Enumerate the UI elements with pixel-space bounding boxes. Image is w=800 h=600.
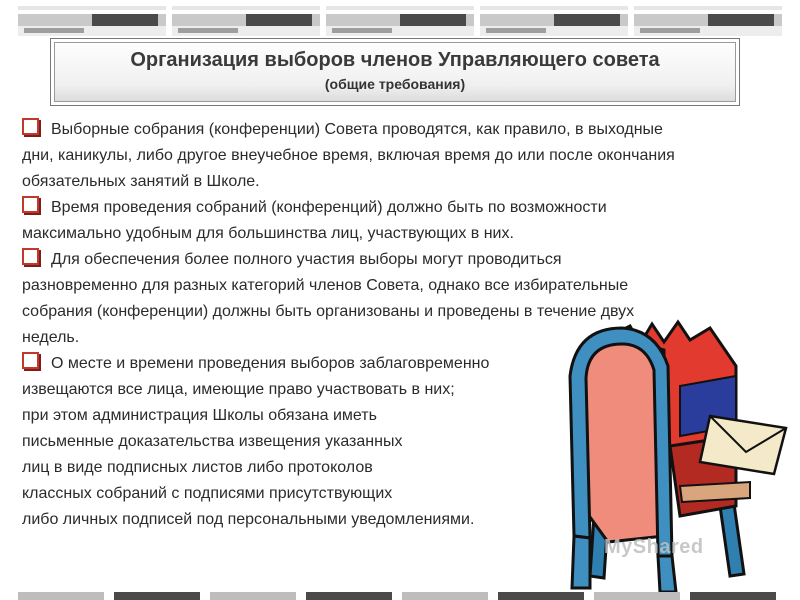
checkbox-bullet-icon xyxy=(22,248,39,265)
bottom-bar-segment xyxy=(594,592,680,600)
checkbox-bullet-icon xyxy=(22,118,39,135)
text-line: либо личных подписей под персональными уведомлениями. xyxy=(22,511,475,528)
text-line: письменные доказательства извещения указанных xyxy=(22,433,403,450)
text-line xyxy=(22,247,782,273)
bottom-bar-segment xyxy=(114,592,200,600)
paragraph-text: Время проведения собраний (конференций) должно быть по возможности xyxy=(51,199,607,216)
top-bar-segment xyxy=(480,6,628,36)
paragraph-text: Для обеспечения более полного участия выборы могут проводиться xyxy=(51,251,562,268)
bottom-bar-segment xyxy=(306,592,392,600)
text-line: недель. xyxy=(22,329,80,346)
top-bar-segment xyxy=(172,6,320,36)
paragraph-text: О месте и времени проведения выборов заблаговременно xyxy=(51,355,490,372)
text-line: при этом администрация Школы обязана иметь xyxy=(22,407,377,424)
top-bar-segment xyxy=(634,6,782,36)
text-line xyxy=(22,195,782,221)
top-bar-segment xyxy=(18,6,166,36)
bottom-bar-segment xyxy=(18,592,104,600)
top-bar-segment xyxy=(326,6,474,36)
bottom-bar-segment xyxy=(402,592,488,600)
text-line: разновременно для разных категорий членов Совета, однако все избирательные xyxy=(22,277,629,294)
text-line xyxy=(22,117,782,143)
text-line: извещаются все лица, имеющие право участвовать в них; xyxy=(22,381,455,398)
bottom-decorative-bars xyxy=(18,592,782,600)
text-line: дни, каникулы, либо другое внеучебное время, включая время до или после окончания xyxy=(22,147,675,164)
bottom-bar-segment xyxy=(210,592,296,600)
text-line: собрания (конференции) должны быть организованы и проведены в течение двух xyxy=(22,303,635,320)
top-decorative-bars xyxy=(18,6,782,36)
bottom-bar-segment xyxy=(690,592,776,600)
text-line: классных собраний с подписями присутствующих xyxy=(22,485,393,502)
text-line: максимально удобным для большинства лиц, участвующих в них. xyxy=(22,225,514,242)
text-line: обязательных занятий в Школе. xyxy=(22,173,260,190)
slide-title: Организация выборов членов Управляющего совета xyxy=(130,49,660,71)
text-line: лиц в виде подписных листов либо протоколов xyxy=(22,459,373,476)
bottom-bar-segment xyxy=(498,592,584,600)
watermark-logo: MyShared xyxy=(604,536,704,558)
slide-title-box xyxy=(50,38,740,106)
checkbox-bullet-icon xyxy=(22,352,39,369)
checkbox-bullet-icon xyxy=(22,196,39,213)
slide-subtitle: (общие требования) xyxy=(324,76,466,92)
paragraph-text: Выборные собрания (конференции) Совета проводятся, как правило, в выходные xyxy=(51,121,663,138)
